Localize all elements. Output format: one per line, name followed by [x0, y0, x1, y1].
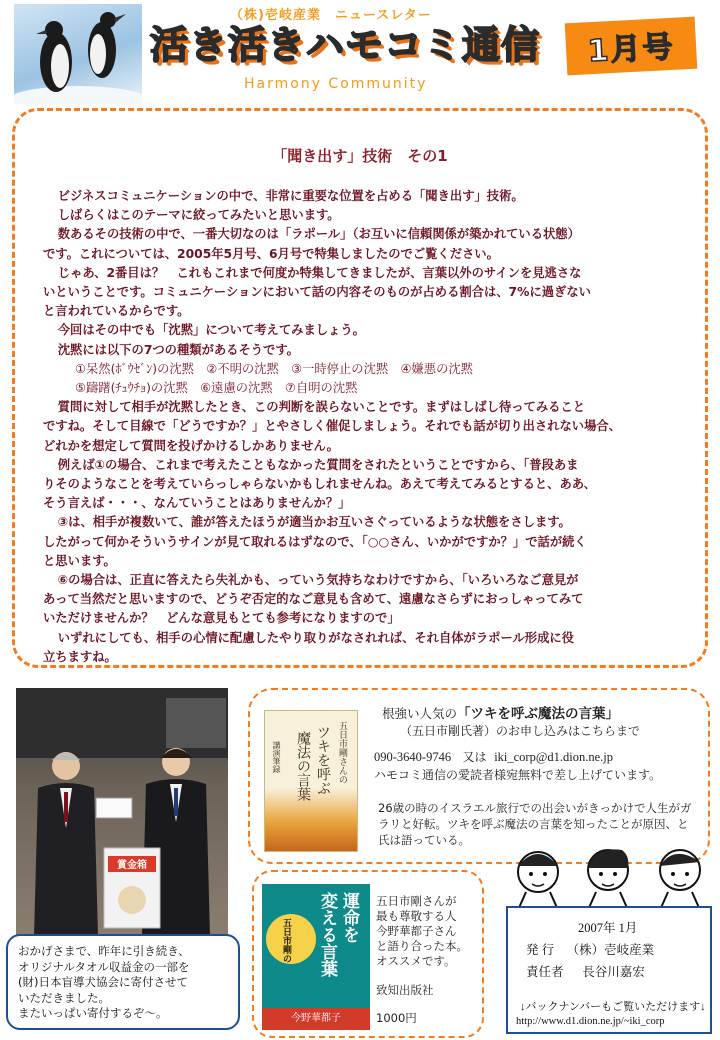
thanks-line: いただきました。: [18, 990, 110, 1005]
book2-desc-line: 最も尊敬する人: [376, 909, 457, 923]
imprint-box: [506, 906, 712, 1034]
donation-illustration: [16, 688, 228, 936]
promo-phone: 090-3640-9746: [374, 750, 452, 764]
penguin-right: [88, 12, 126, 78]
cover-author: 五日市剛さんの: [337, 721, 347, 784]
cover-title-2: 魔法の言葉: [295, 731, 311, 801]
article-line: どれかを想定して質問を投げかけるしかありません。: [43, 438, 339, 453]
thanks-line: おかげさまで、昨年に引き続き、: [18, 944, 190, 958]
promo-book-title: 「ツキを呼ぶ魔法の言葉」: [457, 706, 620, 722]
promo-heading: [382, 702, 619, 722]
book2-desc-line: オススメです。: [376, 954, 456, 968]
staff-cartoons: [498, 838, 720, 910]
thanks-line: またいっぱい寄付するぞ〜。: [18, 1006, 168, 1020]
penguin-left: [36, 21, 72, 92]
book2-desc-line: 今野華都子さん: [376, 924, 457, 938]
book2-badge-text: 五日市剛の: [281, 918, 291, 963]
article-line: いということです。コミュニケーションにおいて話の内容そのものが占める割合は、7%に過ぎない: [43, 285, 591, 300]
article-box: [12, 108, 708, 668]
silence-types-line: ⑤躊躇(ﾁｭｳﾁｮ)の沈黙 ⑥遠慮の沈黙 ⑦自明の沈黙: [74, 381, 358, 396]
article-line: と言われているからです。: [43, 304, 190, 319]
cartoon-face-2: [588, 849, 628, 910]
article-title: 「聞き出す」技術 その1: [272, 147, 448, 165]
book2-desc-line: 五日市剛さんが: [376, 894, 457, 908]
article-line: ビジネスコミュニケーションの中で、非常に重要な位置を占める「聞き出す」技術。: [57, 189, 524, 203]
promo-story: 26歳の時のイスラエル旅行での出会いがきっかけで人生がガラリと好転。ツキを呼ぶ魔法の言葉を知ったことが原因、と氏は語っている。: [378, 801, 692, 847]
donation-box-sign: 賞金箱: [117, 860, 147, 871]
article-line: しばらくはこのテーマに絞ってみたいと思います。: [57, 208, 340, 223]
book2-desc: [376, 894, 468, 969]
newsletter-subtitle: Harmony Community: [244, 76, 428, 92]
article-line: 沈黙には以下の7つの種類があるそうです。: [57, 342, 299, 357]
article-line: ③は、相手が複数いて、誰が答えたほうが適当かお互いさぐっているような状態をさします。: [57, 515, 571, 530]
promo-email[interactable]: iki_corp@d1.dion.ne.jp: [494, 750, 613, 764]
book2-author: 今野華都子: [262, 1008, 370, 1030]
promo-note: ハモコミ通信の愛読者様宛無料で差し上げています。: [374, 768, 662, 782]
book2-title-2: 変える言葉: [317, 892, 337, 977]
cover-title-1: ツキを呼ぶ: [315, 725, 331, 795]
thanks-box: [6, 934, 240, 1030]
book2-price: 1000円: [376, 1011, 417, 1025]
book-cover-tsuki: [264, 710, 358, 852]
imprint-date: 2007年 1月: [578, 921, 638, 935]
imprint-backnumber: ↓バックナンバーもご覧いただけます↓: [520, 1001, 706, 1013]
imprint-publisher-label: 発 行: [526, 943, 555, 957]
book2-publisher: 致知出版社: [376, 983, 434, 997]
article-line: いずれにしても、相手の心情に配慮したやり取りがなされれば、それ自体がラポール形成に役: [57, 630, 574, 645]
imprint-editor: 長谷川嘉宏: [582, 965, 645, 979]
article-line: そう言えば・・・、なんていうことはありませんか？」: [43, 496, 351, 511]
imprint-editor-label: 責任者: [526, 965, 564, 979]
article-line: 立ちますね。: [43, 649, 117, 664]
newsletter-title: 活き活きハモコミ通信: [150, 23, 541, 67]
book2-desc-line: と語り合った本。: [376, 939, 468, 953]
promo-heading-pre: 根強い人気の: [382, 706, 458, 721]
article-line: 例えば①の場合、これまで考えたこともなかった質問をされたということですから、「普段あま: [57, 457, 579, 472]
book2-box: [252, 870, 484, 1038]
book-cover-unmei: [262, 884, 370, 1030]
donation-photo: [16, 688, 228, 936]
penguin-photo: [14, 4, 142, 104]
article-line: です。これについては、2005年5月号、6月号で特集しましたのでご覧ください。: [43, 246, 499, 261]
silence-types-line: ①呆然(ﾎﾞｳｾﾞﾝ)の沈黙 ②不明の沈黙 ③一時停止の沈黙 ④嫌悪の沈黙: [74, 361, 473, 376]
elder-man: [34, 752, 98, 936]
cartoon-face-1: [518, 852, 558, 910]
issue-badge: 1月号: [565, 17, 698, 76]
penguin-illustration: [14, 4, 142, 104]
promo-or: 又は: [462, 750, 487, 764]
cover-publisher: 講演筆録: [272, 741, 281, 773]
article-line: りそのようなことを考えていらっしゃらないかもしれませんね。あえて考えてみるとすると、ああ、: [43, 477, 596, 492]
article-line: あって当然だと思いますので、どうぞ否定的なご意見も含めて、遠慮なさらずにおっしゃってみて: [43, 592, 584, 607]
article-line: ですね。そして目線で「どうですか？」とやさしく催促しましょう。それでも話が切り出されない場合、: [43, 419, 621, 434]
company-line: （株)壱岐産業 ニュースレター: [230, 8, 432, 23]
article-line: ⑥の場合は、正直に答えたら失礼かも、っていう気持ちなわけですから、「いろいろなご意見が: [57, 573, 579, 588]
promo-sub: （五日市剛氏著）のお申し込みはこちらまで: [400, 724, 641, 738]
article-line: いただけませんか？ どんな意見もとても参考になりますので」: [43, 611, 400, 626]
article-line: 数あるその技術の中で、一番大切なのは「ラポール」（お互いに信頼関係が築かれている状態）: [57, 227, 580, 242]
imprint-publisher: （株）壱岐産業: [566, 943, 655, 957]
article-line: じゃあ、2番目は？ これもこれまで何度か特集してきましたが、言葉以外のサインを見逃さな: [57, 265, 582, 280]
thanks-line: (財)日本盲導犬協会に寄付させて: [18, 975, 188, 989]
thanks-line: オリジナルタオル収益金の一部を: [18, 959, 190, 974]
article-body: [43, 187, 689, 667]
article-line: 今回はその中でも「沈黙」について考えてみましょう。: [57, 323, 365, 338]
article-line: 質問に対して相手が沈黙したとき、この判断を誤らないことです。まずはしばし待ってみること: [57, 400, 586, 415]
book2-title-1: 運命を: [339, 892, 359, 943]
article-line: と思います。: [43, 553, 116, 568]
imprint-publisher-row: [526, 940, 654, 958]
imprint-url-link[interactable]: http://www.d1.dion.ne.jp/~iki_corp: [516, 1016, 665, 1027]
article-line: したがって何かそういうサインが見て取れるはずなので、「○○さん、いかがですか？」で話が続く: [43, 534, 587, 549]
imprint-editor-row: [526, 962, 645, 980]
promo-contact: [374, 748, 613, 765]
cartoon-face-3: [660, 850, 700, 910]
